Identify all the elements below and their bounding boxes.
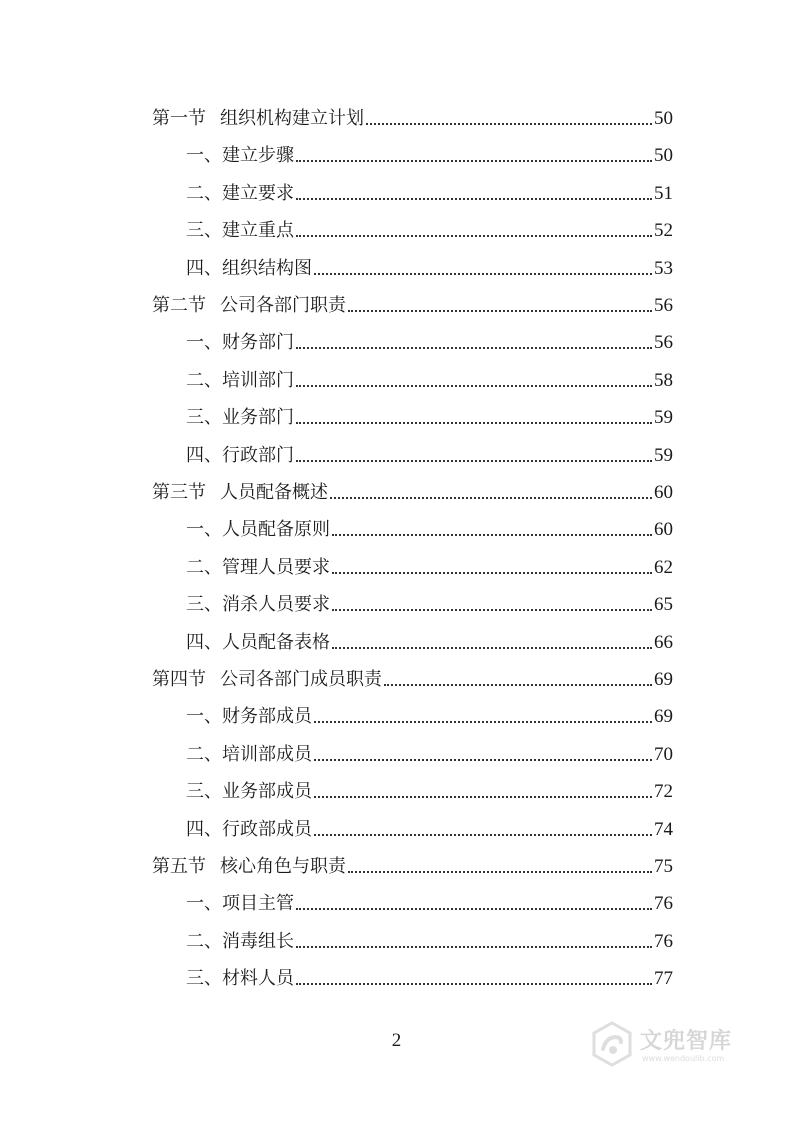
watermark bbox=[588, 1018, 748, 1076]
toc-page: 76 bbox=[654, 893, 673, 915]
dot-leader bbox=[314, 834, 652, 836]
toc-page: 66 bbox=[654, 631, 673, 653]
toc-entry-item[interactable] bbox=[186, 586, 673, 616]
toc-number: 四、 bbox=[186, 257, 222, 279]
toc-entry-item[interactable] bbox=[186, 624, 673, 654]
toc-number: 第二节 bbox=[152, 295, 206, 316]
dot-leader bbox=[314, 273, 652, 275]
toc-number: 一、 bbox=[186, 519, 222, 541]
toc-page: 53 bbox=[654, 257, 673, 279]
dot-leader bbox=[348, 871, 652, 873]
dot-leader bbox=[314, 796, 652, 798]
toc-number: 三、 bbox=[186, 594, 222, 616]
toc-title: 核心角色与职责 bbox=[220, 856, 346, 877]
toc-number: 第一节 bbox=[152, 108, 206, 129]
toc-number: 二、 bbox=[186, 930, 222, 952]
toc-entry-item[interactable] bbox=[186, 960, 673, 990]
toc-number: 三、 bbox=[186, 781, 222, 803]
toc-title: 业务部成员 bbox=[222, 781, 312, 803]
watermark-logo-icon bbox=[588, 1020, 636, 1068]
dot-leader bbox=[332, 609, 652, 611]
toc-title: 组织结构图 bbox=[222, 257, 312, 279]
toc-entry-item[interactable] bbox=[186, 250, 673, 280]
toc-page: 75 bbox=[654, 856, 673, 877]
toc-number: 一、 bbox=[186, 145, 222, 167]
toc-entry-section[interactable] bbox=[152, 100, 673, 130]
toc-number: 三、 bbox=[186, 220, 222, 242]
dot-leader bbox=[330, 497, 652, 499]
dot-leader bbox=[296, 983, 652, 985]
toc-entry-item[interactable] bbox=[186, 324, 673, 354]
toc-entry-item[interactable] bbox=[186, 362, 673, 392]
toc-number: 第三节 bbox=[152, 482, 206, 503]
toc-title: 消毒组长 bbox=[222, 930, 294, 952]
toc-number: 三、 bbox=[186, 968, 222, 990]
toc-page: 60 bbox=[654, 482, 673, 503]
toc-number: 第五节 bbox=[152, 856, 206, 877]
toc-title: 财务部门 bbox=[222, 332, 294, 354]
toc-entry-section[interactable] bbox=[152, 848, 673, 878]
toc-title: 人员配备表格 bbox=[222, 631, 330, 653]
dot-leader bbox=[332, 572, 652, 574]
dot-leader bbox=[296, 422, 652, 424]
toc-page: 69 bbox=[654, 706, 673, 728]
toc-title: 管理人员要求 bbox=[222, 556, 330, 578]
toc-page: 50 bbox=[654, 108, 673, 129]
toc-title: 项目主管 bbox=[222, 893, 294, 915]
toc-entry-section[interactable] bbox=[152, 287, 673, 317]
toc-number: 四、 bbox=[186, 818, 222, 840]
toc-page: 52 bbox=[654, 220, 673, 242]
toc-number: 二、 bbox=[186, 182, 222, 204]
toc-title: 建立要求 bbox=[222, 182, 294, 204]
toc-entry-item[interactable] bbox=[186, 773, 673, 803]
dot-leader bbox=[348, 310, 652, 312]
toc-page: 69 bbox=[654, 669, 673, 690]
toc-page: 70 bbox=[654, 743, 673, 765]
page-number: 2 bbox=[391, 1030, 402, 1051]
toc-page: 56 bbox=[654, 332, 673, 354]
toc-number: 四、 bbox=[186, 444, 222, 466]
toc-page: 60 bbox=[654, 519, 673, 541]
dot-leader bbox=[296, 385, 652, 387]
toc-number: 二、 bbox=[186, 743, 222, 765]
toc-page: 76 bbox=[654, 930, 673, 952]
toc-title: 消杀人员要求 bbox=[222, 594, 330, 616]
toc-number: 二、 bbox=[186, 556, 222, 578]
toc-entry-item[interactable] bbox=[186, 175, 673, 205]
toc-page: 77 bbox=[654, 968, 673, 990]
toc-title: 人员配备概述 bbox=[220, 482, 328, 503]
toc-page: 74 bbox=[654, 818, 673, 840]
dot-leader bbox=[384, 684, 652, 686]
dot-leader bbox=[366, 123, 652, 125]
toc-page: 51 bbox=[654, 182, 673, 204]
toc-title: 公司各部门职责 bbox=[220, 295, 346, 316]
watermark-text: 文兜智库 bbox=[640, 1029, 733, 1054]
watermark-url: www.wendoulib.com bbox=[642, 1054, 725, 1063]
toc-number: 四、 bbox=[186, 631, 222, 653]
toc-entry-item[interactable] bbox=[186, 736, 673, 766]
toc-entry-item[interactable] bbox=[186, 511, 673, 541]
toc-page: 72 bbox=[654, 781, 673, 803]
dot-leader bbox=[296, 946, 652, 948]
toc-entry-item[interactable] bbox=[186, 811, 673, 841]
dot-leader bbox=[314, 721, 652, 723]
dot-leader bbox=[296, 460, 652, 462]
toc-title: 人员配备原则 bbox=[222, 519, 330, 541]
toc-entry-section[interactable] bbox=[152, 661, 673, 691]
dot-leader bbox=[296, 347, 652, 349]
toc-title: 建立步骤 bbox=[222, 145, 294, 167]
toc-entry-item[interactable] bbox=[186, 698, 673, 728]
toc-entry-item[interactable] bbox=[186, 885, 673, 915]
dot-leader bbox=[296, 160, 652, 162]
toc-number: 第四节 bbox=[152, 669, 206, 690]
dot-leader bbox=[296, 235, 652, 237]
toc-title: 行政部成员 bbox=[222, 818, 312, 840]
dot-leader bbox=[332, 647, 652, 649]
toc-entry-item[interactable] bbox=[186, 137, 673, 167]
toc-entry-item[interactable] bbox=[186, 923, 673, 953]
toc-title: 材料人员 bbox=[222, 968, 294, 990]
toc-title: 公司各部门成员职责 bbox=[220, 669, 382, 690]
dot-leader bbox=[314, 759, 652, 761]
toc-entry-section[interactable] bbox=[152, 474, 673, 504]
toc-page: 50 bbox=[654, 145, 673, 167]
toc-page: 62 bbox=[654, 556, 673, 578]
toc-page: 59 bbox=[654, 407, 673, 429]
toc-title: 行政部门 bbox=[222, 444, 294, 466]
dot-leader bbox=[332, 534, 652, 536]
toc-number: 二、 bbox=[186, 369, 222, 391]
toc-number: 一、 bbox=[186, 893, 222, 915]
dot-leader bbox=[296, 198, 652, 200]
toc-title: 财务部成员 bbox=[222, 706, 312, 728]
toc-page: 59 bbox=[654, 444, 673, 466]
toc-page: 56 bbox=[654, 295, 673, 316]
toc-title: 组织机构建立计划 bbox=[220, 108, 364, 129]
toc-entry-item[interactable] bbox=[186, 549, 673, 579]
toc-number: 一、 bbox=[186, 706, 222, 728]
toc-title: 建立重点 bbox=[222, 220, 294, 242]
toc-entry-item[interactable] bbox=[186, 437, 673, 467]
toc-number: 三、 bbox=[186, 407, 222, 429]
toc-entry-item[interactable] bbox=[186, 399, 673, 429]
toc-entry-item[interactable] bbox=[186, 212, 673, 242]
dot-leader bbox=[296, 908, 652, 910]
toc-title: 业务部门 bbox=[222, 407, 294, 429]
toc-title: 培训部门 bbox=[222, 369, 294, 391]
toc-page: 58 bbox=[654, 369, 673, 391]
toc-page: 65 bbox=[654, 594, 673, 616]
toc-number: 一、 bbox=[186, 332, 222, 354]
toc-title: 培训部成员 bbox=[222, 743, 312, 765]
